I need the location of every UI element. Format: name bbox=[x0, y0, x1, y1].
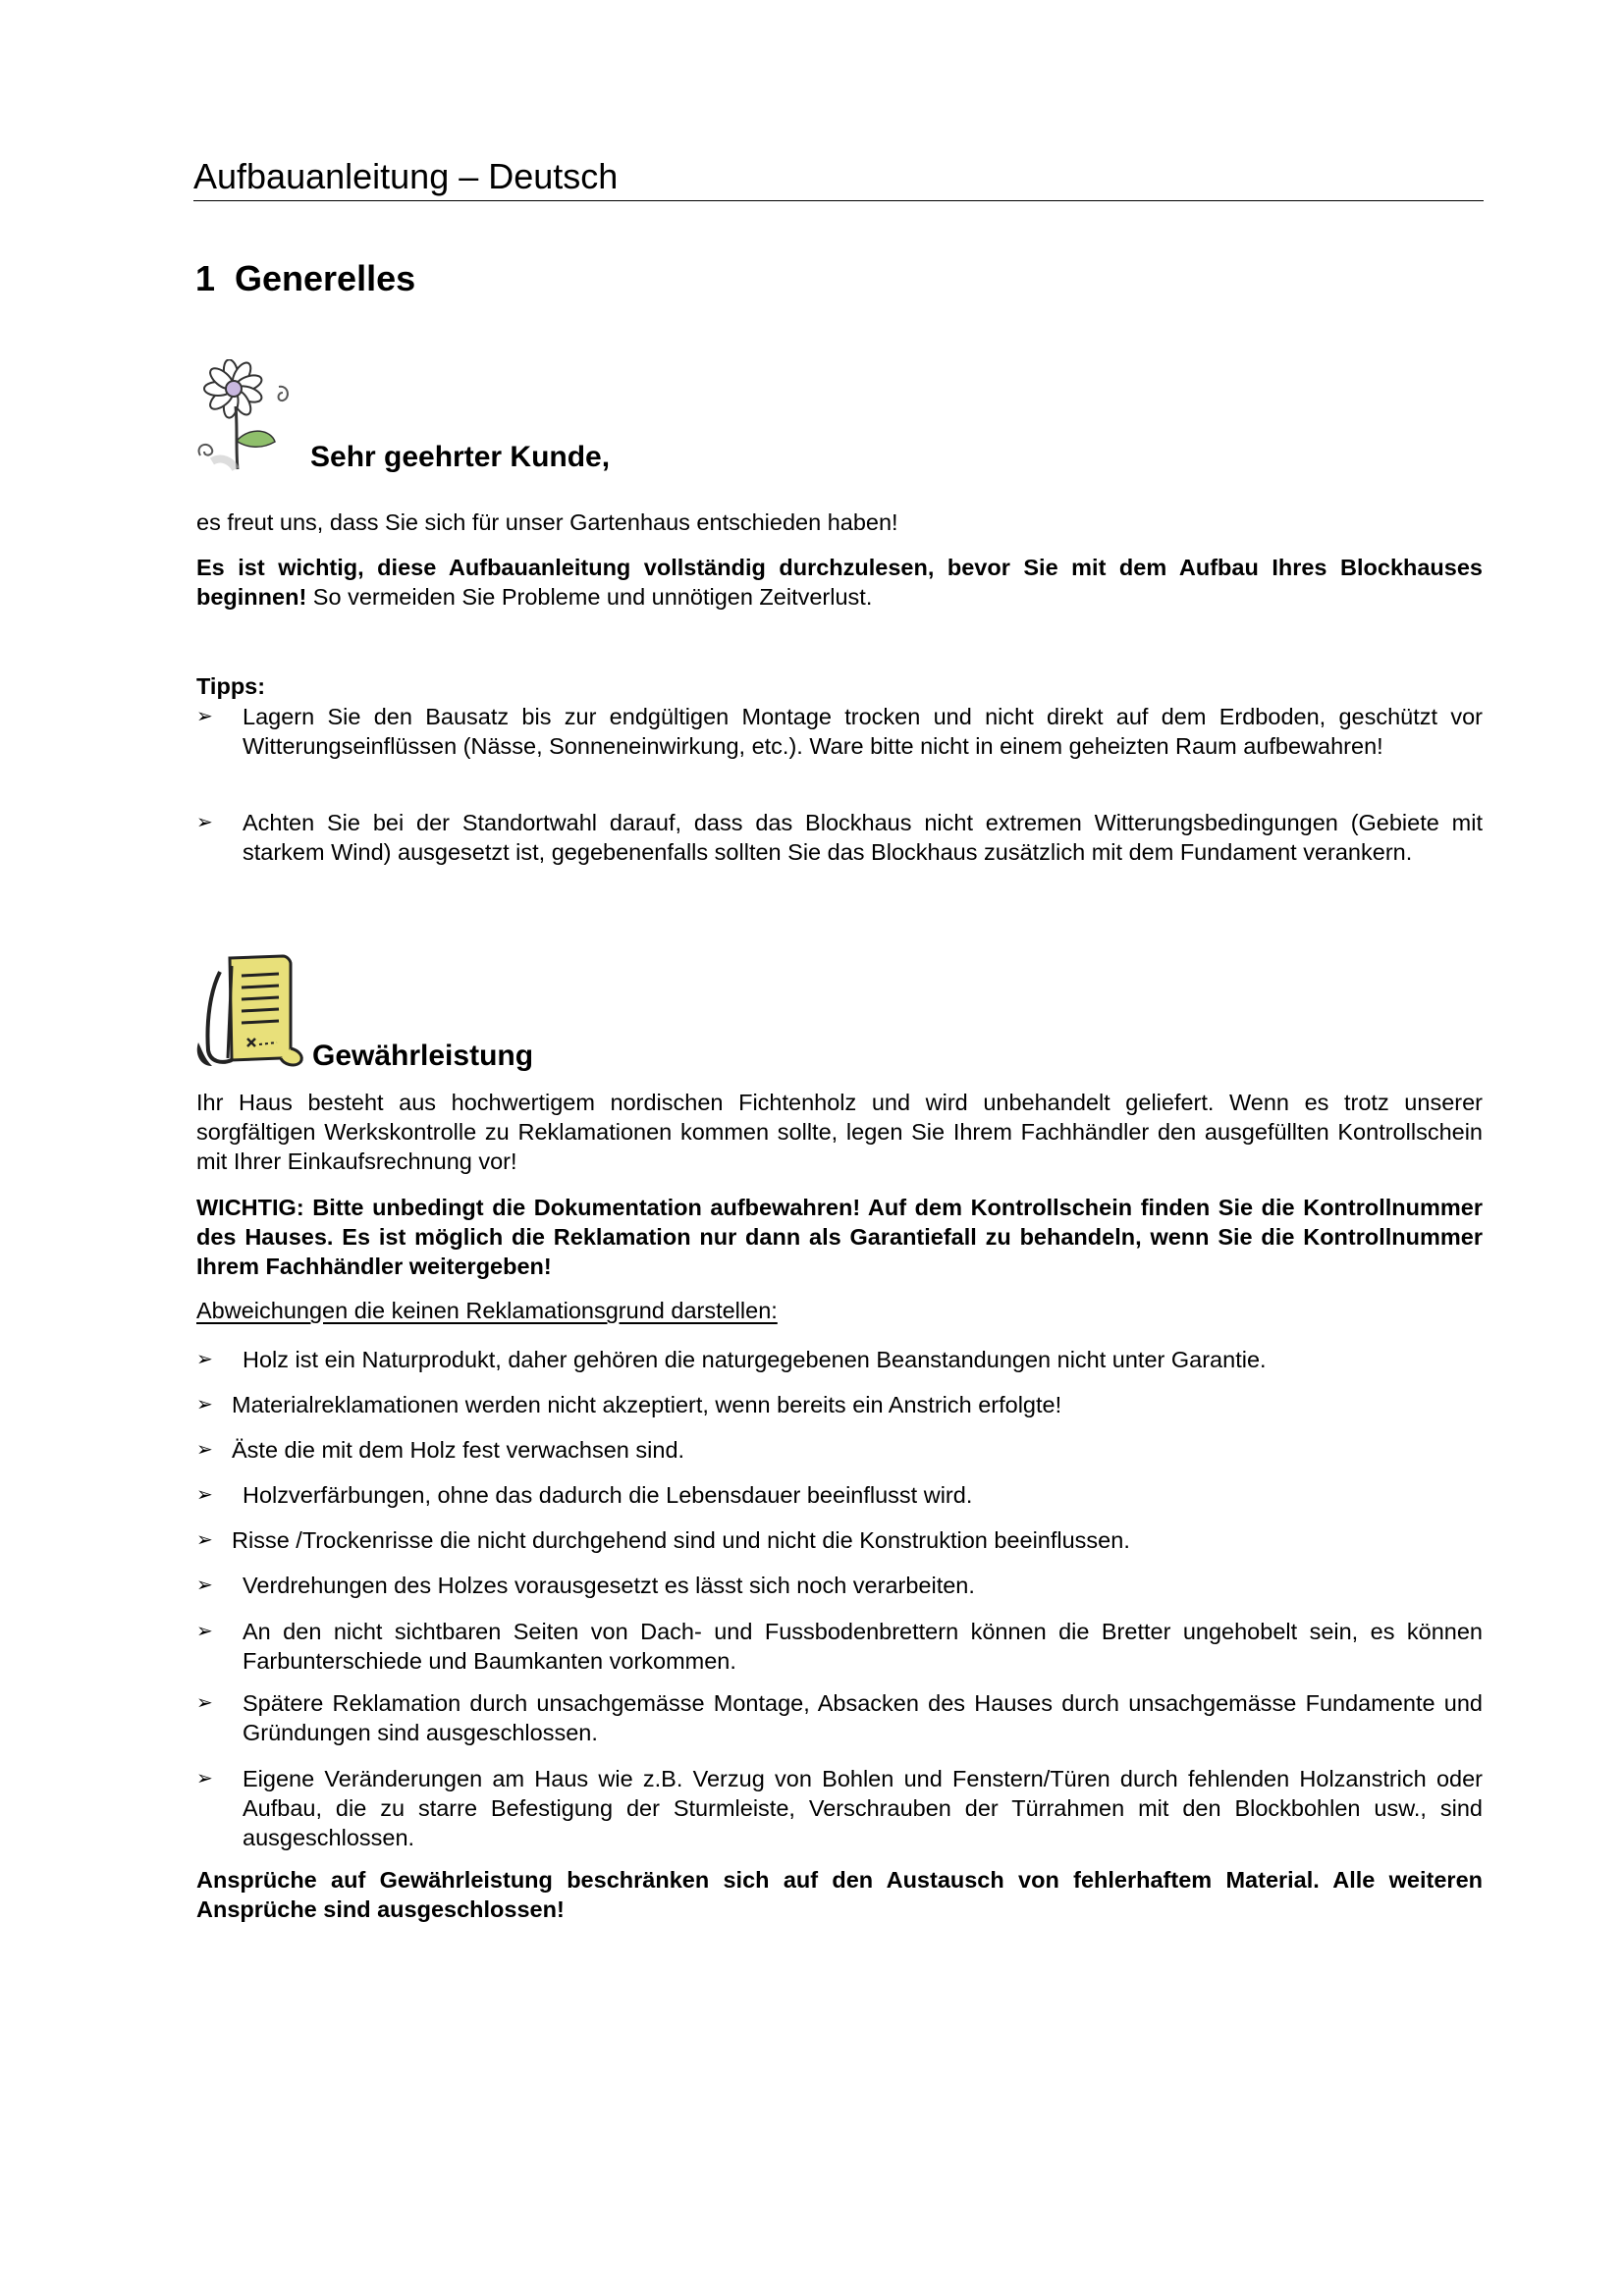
list-item bbox=[196, 1571, 1483, 1600]
list-item-text: Spätere Reklamation durch unsachgemässe Montage, Absacken des Hauses durch unsachgemässe Fundamente und Gründungen sind ausgeschlossen. bbox=[243, 1690, 1483, 1745]
deviations-heading: Abweichungen die keinen Reklamationsgrund darstellen: bbox=[196, 1298, 778, 1323]
section-heading bbox=[195, 257, 415, 300]
list-item bbox=[196, 1480, 1483, 1510]
scroll-icon bbox=[192, 952, 305, 1072]
warranty-heading: Gewährleistung bbox=[312, 1040, 534, 1072]
arrow-bullet-icon: ➢ bbox=[196, 1394, 213, 1415]
arrow-bullet-icon: ➢ bbox=[196, 1692, 213, 1714]
arrow-bullet-icon: ➢ bbox=[196, 1349, 213, 1370]
important-bold-text: Es ist wichtig, diese Aufbauanleitung vollständig durchzulesen, bevor Sie mit dem Aufbau Ihres Blockhauses beginnen! bbox=[196, 555, 1483, 610]
list-item-text: Lagern Sie den Bausatz bis zur endgültigen Montage trocken und nicht direkt auf dem Erdboden, geschützt vor Witterungseinflüssen (Nässe, Sonneneinwirkung, etc.). Ware bitte nicht in einem geheizten Raum aufbewahren! bbox=[243, 704, 1483, 759]
arrow-bullet-icon: ➢ bbox=[196, 1529, 213, 1551]
list-item bbox=[196, 1525, 1483, 1555]
section-number: 1 bbox=[195, 258, 216, 298]
list-item bbox=[196, 1390, 1483, 1419]
list-item-text: Eigene Veränderungen am Haus wie z.B. Verzug von Bohlen und Fenstern/Türen durch fehlenden Holzanstrich oder Aufbau, die zu starre Befestigung der Sturmleiste, Verschrauben der Türrahmen mit den Blockbohlen usw., sind ausgeschlossen. bbox=[243, 1766, 1483, 1850]
arrow-bullet-icon: ➢ bbox=[196, 812, 213, 833]
section-title: Generelles bbox=[235, 258, 416, 298]
list-item bbox=[196, 1764, 1483, 1852]
arrow-bullet-icon: ➢ bbox=[196, 1484, 213, 1506]
warranty-important-notice: WICHTIG: Bitte unbedingt die Dokumentation aufbewahren! Auf dem Kontrollschein finden Sie die Kontrollnummer des Hauses. Es ist möglich die Reklamation nur dann als Garantiefall zu behandeln, wenn Sie die Kontrollnummer Ihrem Fachhändler weitergeben! bbox=[196, 1195, 1483, 1279]
list-item bbox=[196, 808, 1483, 867]
arrow-bullet-icon: ➢ bbox=[196, 1439, 213, 1461]
document-header bbox=[193, 155, 1484, 201]
list-item-text: Achten Sie bei der Standortwahl darauf, dass das Blockhaus nicht extremen Witterungsbedingungen (Gebiete mit starkem Wind) ausgesetzt ist, gegebenenfalls sollten Sie das Blockhaus zusätzlich mit dem Fundament verankern. bbox=[243, 810, 1483, 865]
arrow-bullet-icon: ➢ bbox=[196, 1768, 213, 1789]
list-item-text: Verdrehungen des Holzes vorausgesetzt es lässt sich noch verarbeiten. bbox=[243, 1573, 975, 1598]
list-item bbox=[196, 702, 1483, 761]
list-item-text: Materialreklamationen werden nicht akzeptiert, wenn bereits ein Anstrich erfolgte! bbox=[232, 1392, 1062, 1417]
closing-statement: Ansprüche auf Gewährleistung beschränken sich auf den Austausch von fehlerhaftem Material. Alle weiteren Ansprüche sind ausgeschlossen! bbox=[196, 1867, 1483, 1922]
list-item bbox=[196, 1617, 1483, 1676]
intro-text: es freut uns, dass Sie sich für unser Gartenhaus entschieden haben! bbox=[196, 509, 898, 535]
important-normal-text: So vermeiden Sie Probleme und unnötigen Zeitverlust. bbox=[306, 584, 873, 610]
list-item-text: Holzverfärbungen, ohne das dadurch die Lebensdauer beeinflusst wird. bbox=[243, 1482, 973, 1508]
list-item-text: Risse /Trockenrisse die nicht durchgehend sind und nicht die Konstruktion beeinflussen. bbox=[232, 1527, 1130, 1553]
list-item bbox=[196, 1435, 1483, 1465]
arrow-bullet-icon: ➢ bbox=[196, 1575, 213, 1596]
greeting-heading: Sehr geehrter Kunde, bbox=[310, 441, 611, 473]
list-item bbox=[196, 1345, 1483, 1374]
arrow-bullet-icon: ➢ bbox=[196, 1621, 213, 1642]
warranty-intro: Ihr Haus besteht aus hochwertigem nordischen Fichtenholz und wird unbehandelt geliefert. Wenn es trotz unserer sorgfältigen Werkskontrolle zu Reklamationen kommen sollte, legen Sie Ihrem Fachhändler den ausgefüllten Kontrollschein mit Ihrer Einkaufsrechnung vor! bbox=[196, 1090, 1483, 1174]
list-item bbox=[196, 1688, 1483, 1747]
list-item-text: An den nicht sichtbaren Seiten von Dach- und Fussbodenbrettern können die Bretter ungehobelt sein, es können Farbunterschiede und Baumkanten vorkommen. bbox=[243, 1619, 1483, 1674]
document-title: Aufbauanleitung – Deutsch bbox=[193, 156, 619, 196]
flower-icon bbox=[192, 359, 298, 473]
important-paragraph bbox=[196, 553, 1483, 612]
list-item-text: Holz ist ein Naturprodukt, daher gehören die naturgegebenen Beanstandungen nicht unter Garantie. bbox=[243, 1347, 1267, 1372]
tips-label: Tipps: bbox=[196, 673, 266, 699]
arrow-bullet-icon: ➢ bbox=[196, 706, 213, 727]
list-item-text: Äste die mit dem Holz fest verwachsen sind. bbox=[232, 1437, 685, 1463]
